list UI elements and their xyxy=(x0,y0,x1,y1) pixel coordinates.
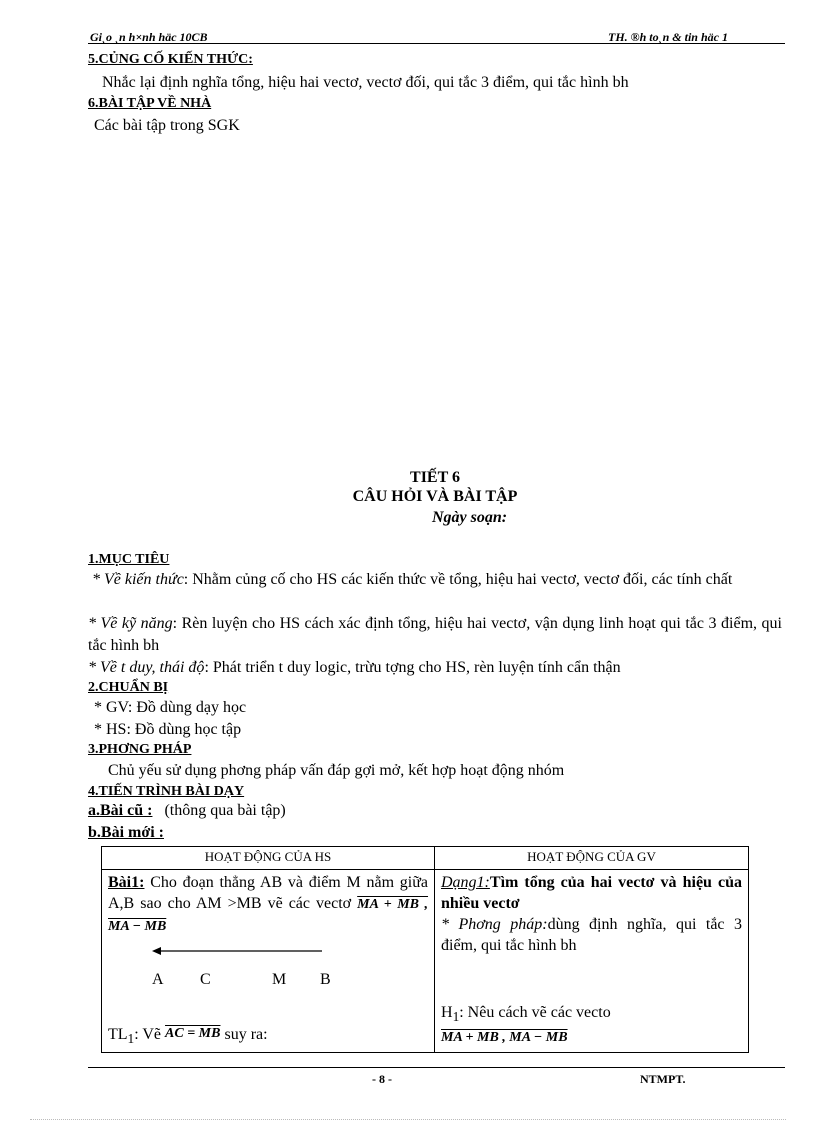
lesson-title: CÂU HỎI VÀ BÀI TẬP xyxy=(352,488,518,505)
objective-knowledge xyxy=(88,569,782,591)
footer-rule xyxy=(88,1067,785,1068)
question-1-sub: 1 xyxy=(452,1009,460,1025)
objective-thinking-text: : Phát triển t duy logic, trừu tợng cho HS, rèn luyện tính cẩn thận xyxy=(204,659,621,676)
objective-skill xyxy=(88,613,782,657)
answer-1 xyxy=(108,1023,428,1049)
prep-date: Ngày soạn: xyxy=(432,509,508,526)
lesson-number: TIẾT 6 xyxy=(410,469,460,486)
method-1 xyxy=(441,914,742,956)
method-text: Chủ yếu sử dụng phơng pháp vấn đáp gợi mở, kết hợp hoạt động nhóm xyxy=(108,762,565,779)
objective-thinking xyxy=(88,657,782,679)
point-m: M xyxy=(272,971,287,988)
arrow-figure xyxy=(152,941,352,961)
exercise-1-vectors: MA + MB , MA − MB xyxy=(108,897,429,934)
col-header-student: HOẠT ĐỘNG CỦA HS xyxy=(102,847,435,870)
arrow-head xyxy=(152,947,161,955)
page-number: - 8 - xyxy=(372,1072,392,1086)
old-lesson-label: a.Bài cũ : xyxy=(88,802,153,819)
student-cell xyxy=(102,870,435,1053)
answer-1-sub: 1 xyxy=(127,1031,135,1047)
section-6-title: 6.BÀI TẬP VỀ NHÀ xyxy=(88,96,212,111)
objective-knowledge-text: : Nhằm củng cố cho HS các kiến thức về tổng, hiệu hai vectơ, vectơ đối, các tính chất xyxy=(183,571,733,588)
question-1-eq: MA + MB , MA − MB xyxy=(441,1030,568,1046)
answer-1-eq: AC = MB xyxy=(165,1026,221,1041)
point-a: A xyxy=(152,971,164,988)
section-1-title: 1.MỤC TIÊU xyxy=(88,552,170,567)
col-header-teacher: HOẠT ĐỘNG CỦA GV xyxy=(435,847,749,870)
method-1-text: dùng định nghĩa, qui tắc 3 điểm, qui tắc hình bh xyxy=(441,916,742,954)
section-2-title: 2.CHUẨN BỊ xyxy=(88,680,169,695)
exercise-1-label: Bài1: xyxy=(108,874,145,891)
answer-1-label: TL xyxy=(108,1026,128,1043)
old-lesson-text: (thông qua bài tập) xyxy=(164,802,286,819)
objective-knowledge-label: * Về kiến thức xyxy=(92,571,184,588)
section-5-text: Nhắc lại định nghĩa tổng, hiệu hai vectơ, vectơ đối, qui tắc 3 điểm, qui tắc hình bh xyxy=(102,74,629,91)
activity-table xyxy=(101,846,749,1053)
point-b: B xyxy=(320,971,331,988)
header-rule xyxy=(88,43,785,44)
new-lesson-label: b.Bài mới : xyxy=(88,824,164,841)
prep-teacher: * GV: Đồ dùng dạy học xyxy=(94,699,247,716)
header-right: TH. ®h to¸n & tin häc 1 xyxy=(608,30,728,44)
objective-thinking-label: * Về t duy, thái độ xyxy=(88,659,205,676)
prep-student: * HS: Đồ dùng học tập xyxy=(94,721,242,738)
header-left: Gi¸o ¸n h×nh häc 10CB xyxy=(90,30,208,44)
question-1-text: : Nêu cách vẽ các vecto xyxy=(459,1004,611,1021)
page-edge xyxy=(30,1119,786,1120)
point-c: C xyxy=(200,971,211,988)
question-1 xyxy=(441,1002,742,1027)
exercise-1 xyxy=(108,872,428,937)
objective-skill-label: * Về kỹ năng xyxy=(88,615,173,632)
section-4-title: 4.TIẾN TRÌNH BÀI DẠY xyxy=(88,784,245,799)
teacher-cell xyxy=(435,870,749,1053)
answer-1-text: : Vẽ xyxy=(134,1026,162,1043)
exercise-1-text: Cho đoạn thẳng AB và điểm M nằm giữa A,B sao cho AM >MB vẽ các vectơ xyxy=(108,874,428,912)
type-1-label: Dạng1: xyxy=(441,874,490,891)
type-1-text: Tìm tổng của hai vectơ và hiệu của nhiều vectơ xyxy=(441,874,742,912)
old-lesson xyxy=(88,800,286,822)
method-1-label: * Phơng pháp: xyxy=(441,916,548,933)
question-1-label: H xyxy=(441,1004,453,1021)
answer-1-suffix: suy ra: xyxy=(224,1026,268,1043)
footer-author: NTMPT. xyxy=(640,1072,686,1086)
type-1 xyxy=(441,872,742,914)
segment-figure xyxy=(108,937,428,997)
section-5-title: 5.CỦNG CỐ KIẾN THỨC: xyxy=(88,52,253,67)
section-3-title: 3.PHƠNG PHÁP xyxy=(88,742,192,757)
section-6-text: Các bài tập trong SGK xyxy=(94,117,240,134)
objective-skill-text: : Rèn luyện cho HS cách xác định tổng, hiệu hai vectơ, vận dụng linh hoạt qui tắc 3 điểm, qui tắc hình bh xyxy=(88,615,782,654)
